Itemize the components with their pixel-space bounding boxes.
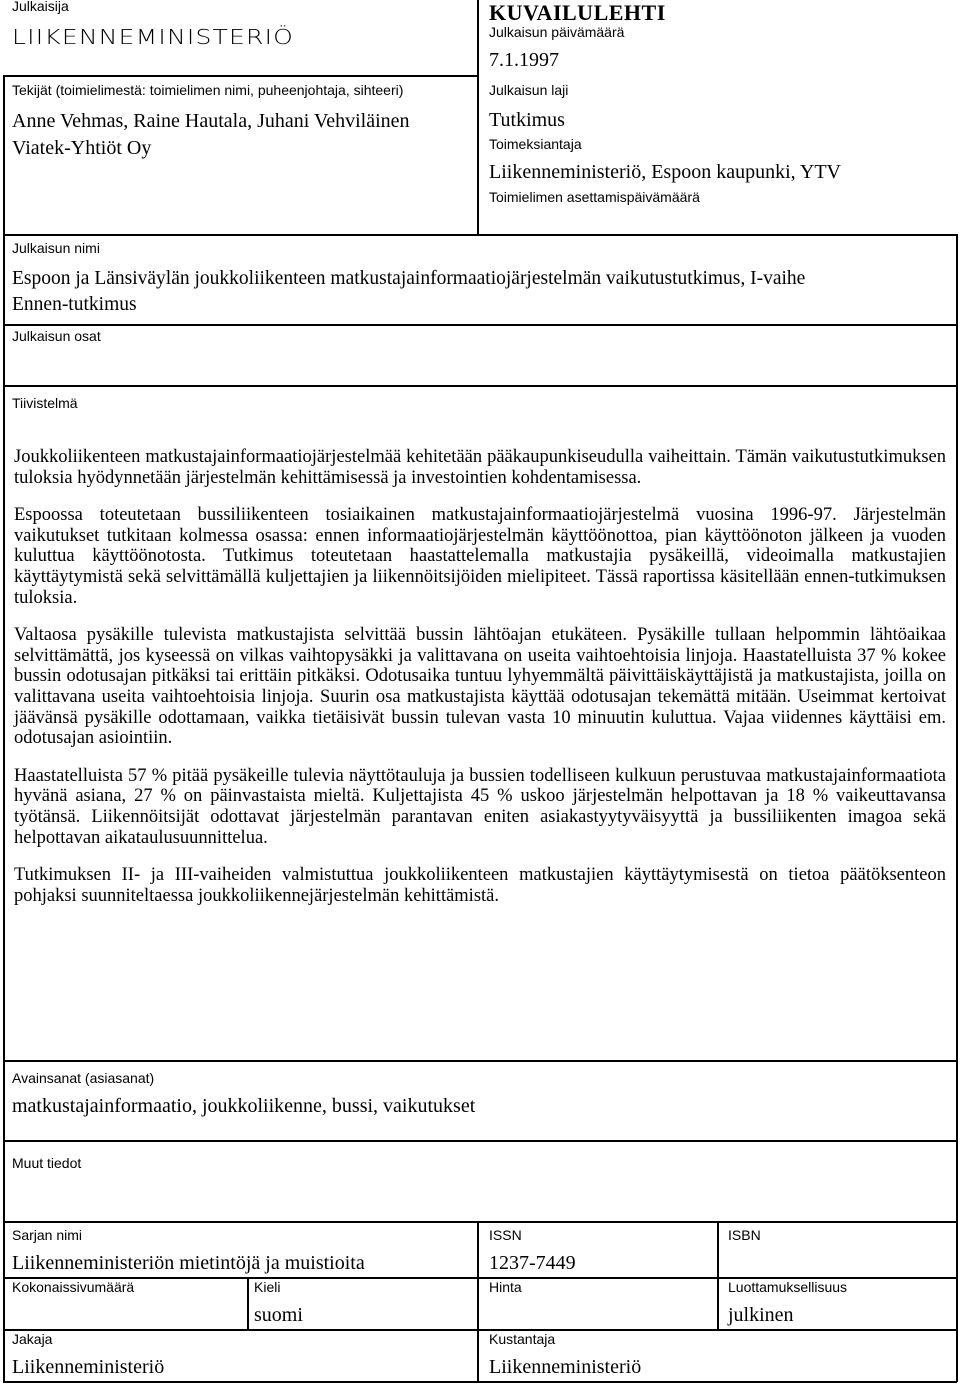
border-left	[3, 75, 5, 1382]
committee-date-label: Toimielimen asettamispäivämäärä	[489, 189, 700, 205]
commissioned-by-label: Toimeksiantaja	[489, 136, 582, 152]
other-info-label: Muut tiedot	[12, 1155, 82, 1171]
isbn-label: ISBN	[728, 1227, 761, 1243]
publication-date-value: 7.1.1997	[489, 49, 559, 71]
rule-keywords-bottom	[3, 1140, 957, 1142]
keywords-value: matkustajainformaatio, joukkoliikenne, bussi, vaikutukset	[12, 1095, 476, 1117]
series-name-value: Liikenneministeriön mietintöjä ja muistioita	[12, 1252, 365, 1274]
rule-bottom	[3, 1381, 957, 1383]
series-name-label: Sarjan nimi	[12, 1227, 83, 1243]
divider-bottom-right	[717, 1221, 719, 1330]
distribution-label: Jakaja	[12, 1331, 53, 1347]
confidentiality-label: Luottamuksellisuus	[728, 1279, 848, 1295]
rule-abstract-bottom	[3, 1060, 957, 1062]
rule-pages-bottom	[3, 1329, 957, 1331]
language-value: suomi	[254, 1304, 303, 1326]
parts-label: Julkaisun osat	[12, 328, 101, 344]
authors-line-2: Viatek-Yhtiöt Oy	[12, 137, 152, 159]
abstract-paragraph-2: Espoossa toteutetaan bussiliikenteen tosiaikainen matkustajainformaatiojärjestelmä vuosina 1996-97. Järjestelmän vaikutukset tutkitaan kolmessa osassa: ennen informaatiojärjestelmän käyttöönottoa, pian käyttöönoton jälkeen ja vuoden kuluttua käyttöönotosta. Tutkimus toteutetaan haastattelemalla matkustajia pysäkeillä, videoimalla matkustajien käyttäytymistä sekä selvittämällä kuljettajien ja liikennöitsijöiden mielipiteet. Tässä raportissa käsitellään ennen-tutkimuksen tuloksia.	[14, 505, 946, 608]
language-label: Kieli	[254, 1279, 281, 1295]
rule-other-bottom	[3, 1221, 957, 1223]
rule-top-left	[3, 75, 477, 77]
publisher-house-value: Liikenneministeriö	[489, 1356, 642, 1378]
authors-label: Tekijät (toimielimestä: toimielimen nimi, puheenjohtaja, sihteeri)	[12, 82, 404, 98]
keywords-label: Avainsanat (asiasanat)	[12, 1070, 155, 1086]
abstract-paragraph-5: Tutkimuksen II- ja III-vaiheiden valmistuttua joukkoliikenteen matkustajien käyttäytymisestä on tietoa päätöksenteon pohjaksi suunniteltaessa joukkoliikennejärjestelmän kehittämistä.	[14, 865, 946, 906]
publication-type-label: Julkaisun laji	[489, 82, 569, 98]
title-line-2: Ennen-tutkimus	[12, 294, 137, 315]
issn-label: ISSN	[489, 1227, 522, 1243]
publisher-logo: LIIKENNEMINISTERIÖ	[12, 25, 295, 49]
commissioned-by-value: Liikenneministeriö, Espoon kaupunki, YTV	[489, 161, 841, 183]
total-pages-label: Kokonaissivumäärä	[12, 1279, 135, 1295]
rule-title-bottom	[3, 324, 957, 326]
rule-parts-bottom	[3, 385, 957, 387]
divider-language	[247, 1277, 249, 1330]
divider-bottom-middle	[477, 1221, 479, 1382]
publisher-label: Julkaisija	[12, 0, 69, 14]
rule-authors-bottom	[3, 234, 957, 236]
issn-value: 1237-7449	[489, 1252, 576, 1274]
publication-date-label: Julkaisun päivämäärä	[489, 24, 625, 40]
distribution-value: Liikenneministeriö	[12, 1356, 165, 1378]
title-label: Julkaisun nimi	[12, 240, 100, 256]
abstract-paragraph-1: Joukkoliikenteen matkustajainformaatiojärjestelmää kehitetään pääkaupunkiseudulla vaiheittain. Tämän vaikutustutkimuksen tuloksia hyödynnetään järjestelmän kehittämisessä ja investointien kohdentamisessa.	[14, 447, 946, 488]
abstract-paragraph-3: Valtaosa pysäkille tulevista matkustajista selvittää bussin lähtöajan etukäteen. Pysäkille tullaan helpommin lähtöaikaa selvittämättä, jos kyseessä on vilkas vaihtopysäkki ja valittavana on useita vaihtoehtoisia linjoja. Haastatelluista 37 % kokee bussin odotusajan pitkäksi tai erittäin pitkäksi. Odotusaika tuntuu lyhyemmältä päivittäiskäyttäjistä ja matkustajista, joilla on valittavana useita vaihtoehtoisia linjoja. Suurin osa matkustajista käyttää odotusajan tekemättä mitään. Useimmat kertoivat jäävänsä pysäkille odottamaan, vaikka tietäisivät bussin tulevan vasta 10 minuutin kuluttua. Vajaa viidennes käyttäisi em. odotusajan asiointiin.	[14, 625, 946, 749]
abstract-body	[14, 447, 946, 923]
sheet-title: KUVAILULEHTI	[489, 0, 666, 25]
publisher-house-label: Kustantaja	[489, 1331, 556, 1347]
title-line-1: Espoon ja Länsiväylän joukkoliikenteen matkustajainformaatiojärjestelmän vaikutustutkimus, I-vaihe	[12, 268, 806, 289]
publication-type-value: Tutkimus	[489, 109, 565, 131]
divider-top-middle	[477, 0, 479, 235]
price-label: Hinta	[489, 1279, 522, 1295]
confidentiality-value: julkinen	[728, 1304, 794, 1326]
authors-line-1: Anne Vehmas, Raine Hautala, Juhani Vehviläinen	[12, 110, 410, 132]
abstract-label: Tiivistelmä	[12, 395, 78, 411]
border-right	[956, 234, 958, 1382]
abstract-paragraph-4: Haastatelluista 57 % pitää pysäkeille tulevia näyttötauluja ja bussien todelliseen kulkuun perustuvaa matkustajainformaatiota hyvänä asiana, 27 % on päinvastaista mieltä. Kuljettajista 45 % uskoo järjestelmän helpottavan ja 18 % vaikeuttavansa työtänsä. Liikennöitsijät odottavat järjestelmän parantavan eniten asiakastyytyväisyyttä ja bussiliikenten imagoa sekä helpottavan aikataulusuunnittelua.	[14, 765, 946, 848]
